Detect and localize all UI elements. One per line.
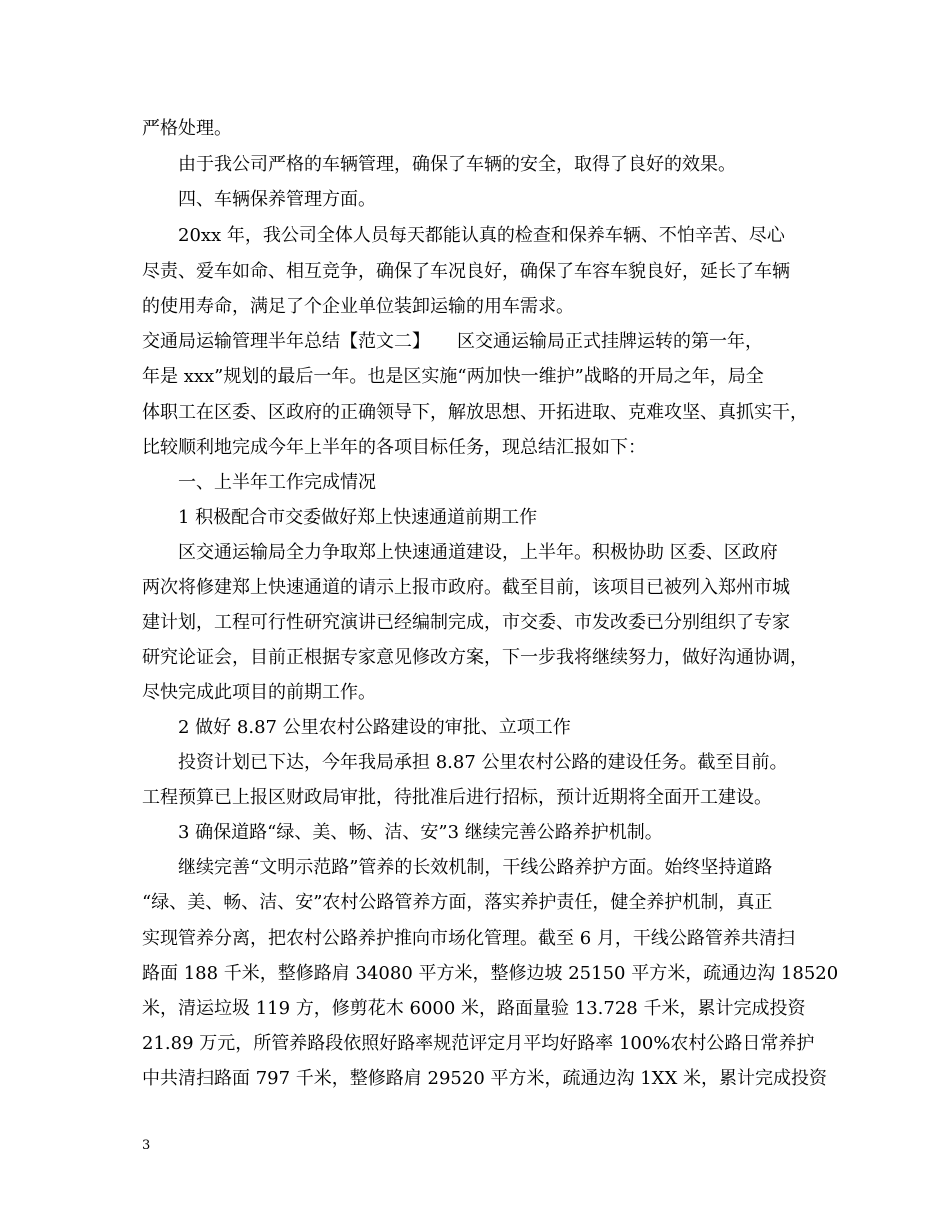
- text-line: 的使用寿命，满足了个企业单位装卸运输的用车需求。: [142, 296, 574, 317]
- page-number: 3: [142, 1138, 151, 1153]
- text-line: 年是 xxx”规划的最后一年。也是区实施“两加快一维护”战略的开局之年，局全: [142, 366, 764, 387]
- text-line: 交通局运输管理半年总结【范文二】 区交通运输局正式挂牌运转的第一年，: [142, 331, 763, 352]
- text-line: 20xx 年，我公司全体人员每天都能认真的检查和保养车辆、不怕辛苦、尽心: [178, 225, 785, 246]
- text-line: 由于我公司严格的车辆管理，确保了车辆的安全，取得了良好的效果。: [178, 154, 736, 175]
- text-line: 21.89 万元，所管养路段依照好路率规范评定月平均好路率 100%农村公路日常养护: [142, 1033, 815, 1054]
- subsection-heading: 2 做好 8.87 公里农村公路建设的审批、立项工作: [178, 717, 571, 738]
- text-line: 米，清运垃圾 119 方，修剪花木 6000 米，路面量验 13.728 千米，累计完成投资: [142, 998, 806, 1019]
- text-line: 尽快完成此项目的前期工作。: [142, 682, 376, 703]
- text-line: 严格处理。: [142, 118, 232, 139]
- text-line: 继续完善“文明示范路”管养的长效机制，干线公路养护方面。始终坚持道路: [178, 857, 773, 878]
- text-line: 比较顺利地完成今年上半年的各项目标任务，现总结汇报如下：: [142, 437, 646, 458]
- text-line: 尽责、爱车如命、相互竞争，确保了车况良好，确保了车容车貌良好，延长了车辆: [142, 261, 790, 282]
- text-line: 研究论证会，目前正根据专家意见修改方案，下一步我将继续努力，做好沟通协调，: [142, 647, 808, 668]
- text-line: 实现管养分离，把农村公路养护推向市场化管理。截至 6 月，干线公路管养共清扫: [142, 928, 795, 949]
- text-line: 路面 188 千米，整修路肩 34080 平方米，整修边坡 25150 平方米，疏通边沟 18520: [142, 963, 839, 984]
- subsection-heading: 3 确保道路“绿、美、畅、洁、安”3 继续完善公路养护机制。: [178, 822, 663, 843]
- text-line: 体职工在区委、区政府的正确领导下，解放思想、开拓进取、克难攻坚、真抓实干，: [142, 402, 808, 423]
- text-line: 工程预算已上报区财政局审批，待批准后进行招标，预计近期将全面开工建设。: [142, 787, 772, 808]
- text-line: 两次将修建郑上快速通道的请示上报市政府。截至目前，该项目已被列入郑州市城: [142, 577, 790, 598]
- text-line: “绿、美、畅、洁、安”农村公路管养方面，落实养护责任，健全养护机制，真正: [142, 892, 773, 913]
- text-line: 中共清扫路面 797 千米，整修路肩 29520 平方米，疏通边沟 1XX 米，累计完成投资: [142, 1068, 828, 1089]
- text-line: 投资计划已下达，今年我局承担 8.87 公里农村公路的建设任务。截至目前。: [178, 752, 788, 773]
- text-line: 区交通运输局全力争取郑上快速通道建设，上半年。积极协助 区委、区政府: [178, 542, 778, 563]
- subsection-heading: 1 积极配合市交委做好郑上快速通道前期工作: [178, 507, 538, 528]
- text-line: 四、车辆保养管理方面。: [178, 189, 376, 210]
- section-heading: 一、上半年工作完成情况: [178, 472, 376, 493]
- text-line: 建计划，工程可行性研究演讲已经编制完成，市交委、市发改委已分别组织了专家: [142, 612, 790, 633]
